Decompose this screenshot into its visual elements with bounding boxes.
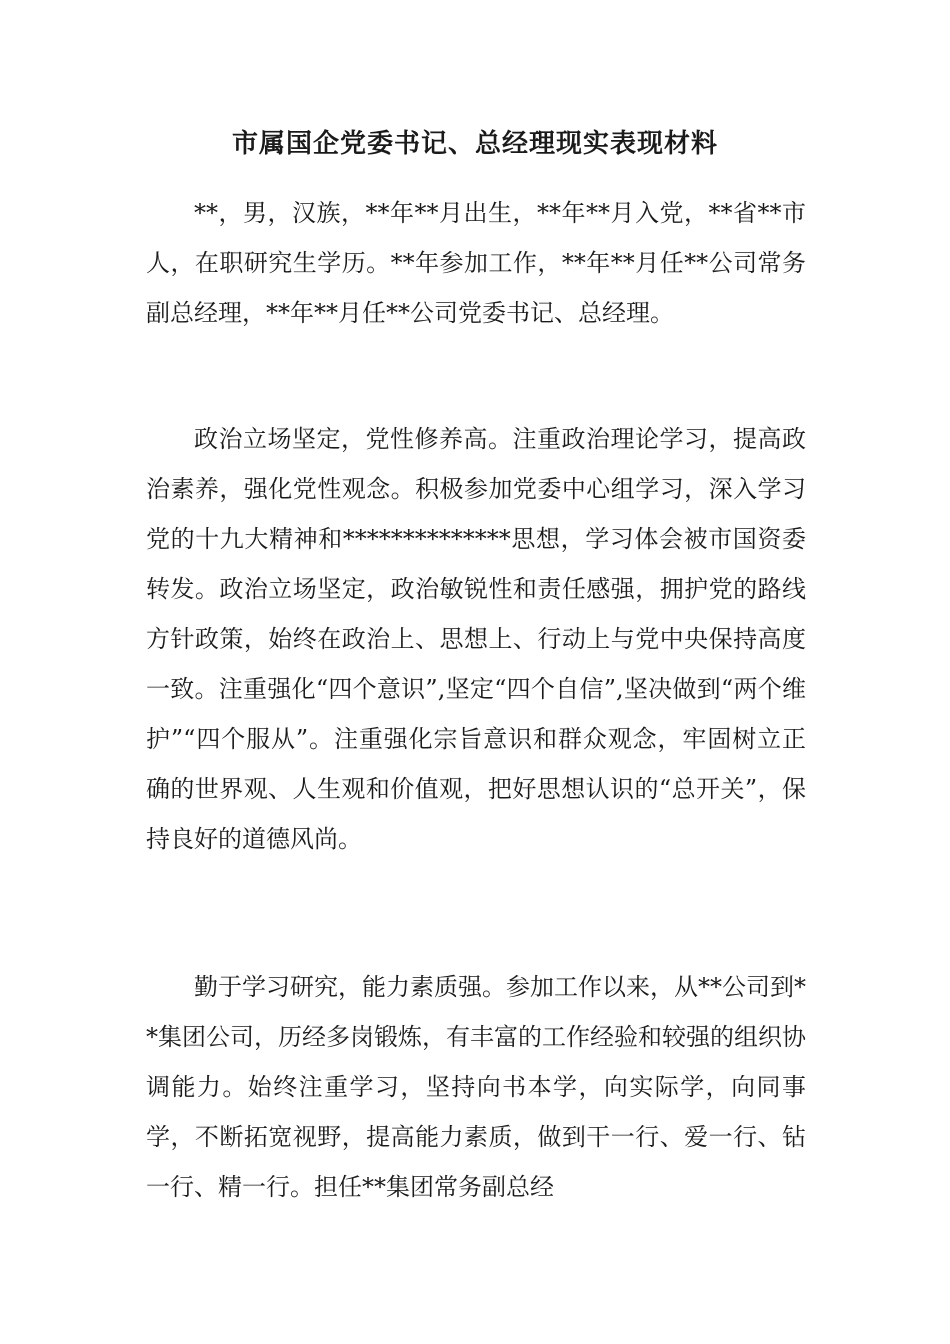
paragraph-political-stance: 政治立场坚定，党性修养高。注重政治理论学习，提高政治素养，强化党性观念。积极参加党委中心组学习，深入学习党的十九大精神和**************思想，学习体会被市国资委转发。政治立场坚定，政治敏锐性和责任感强，拥护党的路线方针政策，始终在政治上、思想上、行动上与党中央保持高度一致。注重强化“四个意识”,坚定“四个自信”,坚决做到“两个维护”“四个服从”。注重强化宗旨意识和群众观念，牢固树立正确的世界观、人生观和价值观，把好思想认识的“总开关”，保持良好的道德风尚。	[146, 425, 806, 853]
paragraph-personal-info: **，男，汉族，**年**月出生，**年**月入党，**省**市人，在职研究生学历。**年参加工作，**年**月任**公司常务副总经理，**年**月任**公司党委书记、总经理。	[146, 199, 806, 327]
paragraph-learning-ability: 勤于学习研究，能力素质强。参加工作以来，从**公司到**集团公司，历经多岗锻炼，有丰富的工作经验和较强的组织协调能力。始终注重学习，坚持向书本学，向实际学，向同事学，不断拓宽视野，提高能力素质，做到干一行、爱一行、钻一行、精一行。担任**集团常务副总经	[146, 973, 806, 1201]
document-title: 市属国企党委书记、总经理现实表现材料	[231, 129, 718, 159]
